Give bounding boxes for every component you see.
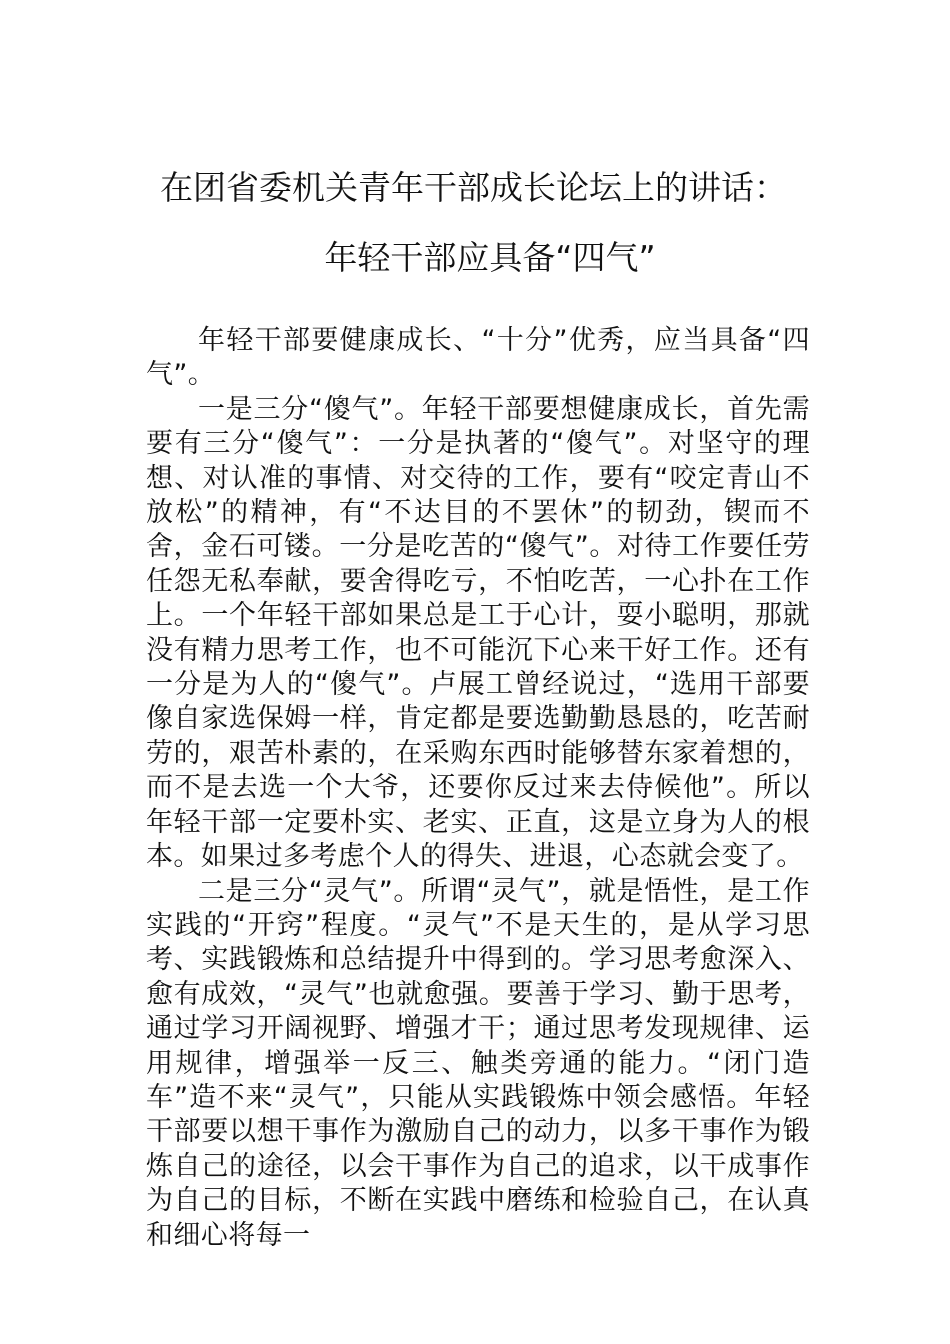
document-title-line-2: 年轻干部应具备“四气” bbox=[324, 238, 656, 277]
document-body bbox=[146, 324, 810, 1253]
paragraph-point-two: 二是三分“灵气”。所谓“灵气”，就是悟性，是工作实践的“开窍”程度。“灵气”不是天生的，是从学习思考、实践锻炼和总结提升中得到的。学习思考愈深入、愈有成效，“灵气”也就愈强。要善于学习、勤于思考，通过学习开阔视野、增强才干；通过思考发现规律、运用规律，增强举一反三、触类旁通的能力。“闭门造车”造不来“灵气”，只能从实践锻炼中领会感悟。年轻干部要以想干事作为激励自己的动力，以多干事作为锻炼自己的途径，以会干事作为自己的追求，以干成事作为自己的目标，不断在实践中磨练和检验自己，在认真和细心将每一 bbox=[146, 875, 810, 1251]
paragraph-point-one: 一是三分“傻气”。年轻干部要想健康成长，首先需要有三分“傻气”：一分是执著的“傻气”。对坚守的理想、对认准的事情、对交待的工作，要有“咬定青山不放松”的精神，有“不达目的不罢休”的韧劲，锲而不舍，金石可镂。一分是吃苦的“傻气”。对待工作要任劳任怨无私奉献，要舍得吃亏，不怕吃苦，一心扑在工作上。一个年轻干部如果总是工于心计，耍小聪明，那就没有精力思考工作，也不可能沉下心来干好工作。还有一分是为人的“傻气”。卢展工曾经说过，“选用干部要像自家选保姆一样，肯定都是要选勤勤恳恳的，吃苦耐劳的，艰苦朴素的，在采购东西时能够替东家着想的，而不是去选一个大爷，还要你反过来去侍候他”。所以年轻干部一定要朴实、老实、正直，这是立身为人的根本。如果过多考虑个人的得失、进退，心态就会变了。 bbox=[146, 393, 810, 873]
paragraph-intro: 年轻干部要健康成长、“十分”优秀，应当具备“四气”。 bbox=[146, 325, 810, 391]
document-title-line-1: 在团省委机关青年干部成长论坛上的讲话： bbox=[160, 168, 787, 207]
